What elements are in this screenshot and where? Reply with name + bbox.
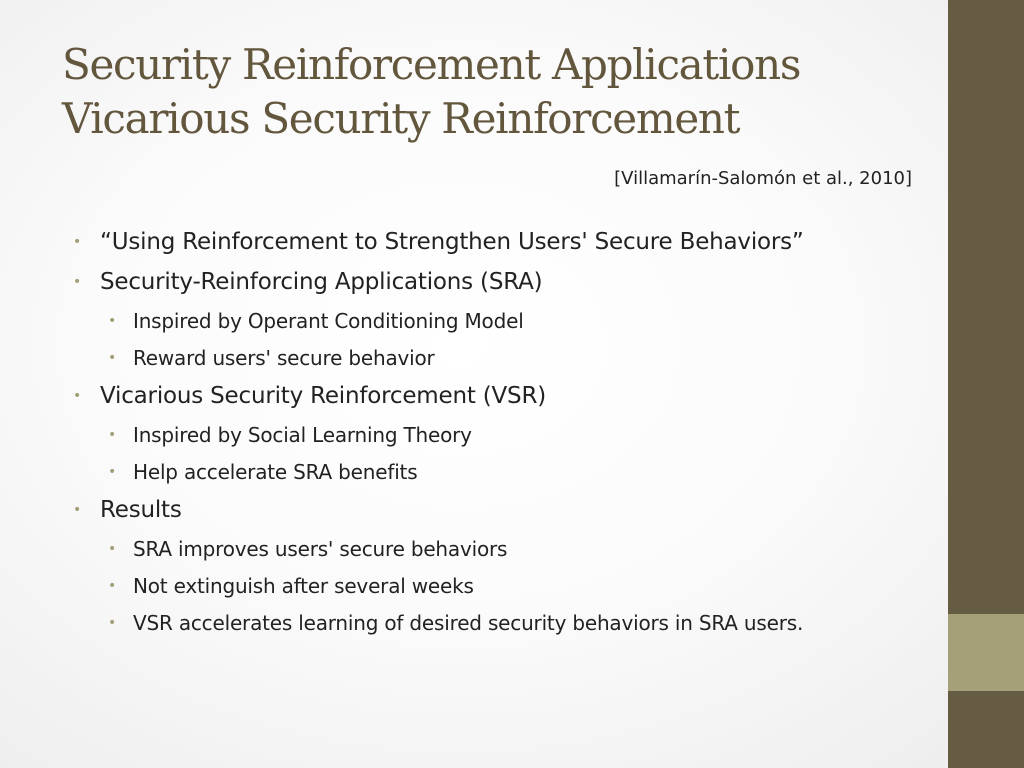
slide-title — [62, 38, 942, 146]
sub-bullet-text: Inspired by Operant Conditioning Model — [133, 309, 524, 333]
title-line-2: Vicarious Security Reinforcement — [62, 94, 740, 143]
bullet-dot-icon: • — [73, 502, 82, 518]
sub-bullet-text: Help accelerate SRA benefits — [133, 460, 418, 484]
bullet-item — [70, 380, 910, 413]
bullet-dot-icon: • — [108, 313, 117, 329]
bullet-list — [70, 226, 910, 638]
bullet-dot-icon: • — [73, 274, 82, 290]
sub-bullet-text: Not extinguish after several weeks — [133, 574, 474, 598]
bullet-dot-icon: • — [108, 464, 117, 480]
bullet-dot-icon: • — [108, 541, 117, 557]
bullet-text: Security-Reinforcing Applications (SRA) — [100, 269, 543, 295]
sub-bullet-item — [70, 306, 910, 336]
citation: [Villamarín-Salomón et al., 2010] — [614, 168, 912, 189]
sub-bullet-text: Reward users' secure behavior — [133, 346, 435, 370]
bullet-dot-icon: • — [73, 388, 82, 404]
sub-bullet-item — [70, 457, 910, 487]
bullet-dot-icon: • — [108, 578, 117, 594]
bullet-text: Results — [100, 497, 182, 523]
title-line-1: Security Reinforcement Applications — [62, 40, 801, 89]
bullet-text: Vicarious Security Reinforcement (VSR) — [100, 383, 547, 409]
content-area — [70, 226, 910, 638]
sub-bullet-text: VSR accelerates learning of desired security behaviors in SRA users. — [133, 611, 804, 635]
bullet-item — [70, 266, 910, 299]
bullet-dot-icon: • — [108, 615, 117, 631]
sub-bullet-item — [70, 420, 910, 450]
sub-bullet-item — [70, 571, 910, 601]
sub-bullet-text: SRA improves users' secure behaviors — [133, 537, 508, 561]
decorative-side-bar-accent — [948, 614, 1024, 691]
bullet-text: “Using Reinforcement to Strengthen Users' Secure Behaviors” — [100, 229, 804, 255]
bullet-item — [70, 494, 910, 527]
sub-bullet-item — [70, 534, 910, 564]
sub-bullet-item — [70, 608, 910, 638]
bullet-dot-icon: • — [73, 234, 82, 250]
bullet-dot-icon: • — [108, 350, 117, 366]
bullet-item — [70, 226, 910, 259]
bullet-dot-icon: • — [108, 427, 117, 443]
sub-bullet-item — [70, 343, 910, 373]
sub-bullet-text: Inspired by Social Learning Theory — [133, 423, 472, 447]
